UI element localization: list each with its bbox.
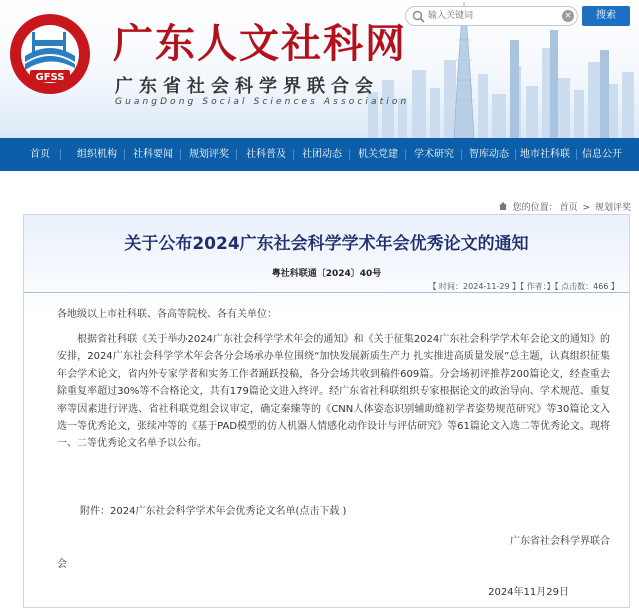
article-title: 关于公布2024广东社会科学学术年会优秀论文的通知 bbox=[124, 234, 529, 254]
nav-item-news[interactable]: 社科要闻 bbox=[133, 149, 173, 160]
nav-item-home[interactable]: 首页 bbox=[30, 149, 50, 160]
nav-item-planning-awards[interactable]: 规划评奖 bbox=[189, 149, 229, 160]
nav-item-think-tank[interactable]: 智库动态 bbox=[469, 149, 509, 160]
nav-item-city-federations[interactable]: 地市社科联 bbox=[520, 149, 570, 160]
nav-item-disclosure[interactable]: 信息公开 bbox=[582, 149, 622, 160]
search-icon bbox=[412, 10, 425, 23]
breadcrumb-current[interactable]: 规划评奖 bbox=[594, 203, 631, 213]
breadcrumb bbox=[498, 200, 631, 213]
nav-item-party-building[interactable]: 机关党建 bbox=[358, 149, 398, 160]
breadcrumb-separator: > bbox=[582, 203, 591, 213]
article-body: 根据省社科联《关于举办2024广东社会科学学术年会的通知》和《关于征集2024广东社会科学学术年会论文的通知》的安排，2024广东社会科学学术年会各分会场承办单位围绕“加快发展新质生产力 扎实推进高质量发展”总主题，认真组织征集年会学术论文，省内外专家学者和实务工作者踊跃投稿，各分会场共收到稿件609篇。分会场初评推荐200篇论文，经查重去除重复率超过30%等不合格论文，共有179篇论文进入终评。经广东省社科联组织专家根据论文的政治导向、学术规范、重复率等因素进行评选、省社科联党组会议审定，确定秦臻等的《CNN人体姿态识别辅助缝初学者姿势规范研究》等30篇论文入选一等优秀论文，张续冲等的《基于PAD模型的仿人机器人情感化动作设计与评估研究》等61篇论文入选二等优秀论文。现将一、二等优秀论文名单予以公布。 bbox=[57, 334, 610, 450]
breadcrumb-home[interactable]: 首页 bbox=[559, 203, 578, 213]
site-title: 广东人文社科网 bbox=[113, 20, 407, 67]
site-subtitle: 广东省社会科学界联合会 bbox=[115, 76, 379, 97]
gfss-logo bbox=[8, 12, 92, 96]
search-box bbox=[405, 6, 578, 26]
article-salutation: 各地级以上市社科联、各高等院校、各有关单位： bbox=[57, 309, 277, 320]
clear-search-icon[interactable]: × bbox=[562, 10, 574, 22]
home-icon bbox=[498, 201, 508, 211]
search-input[interactable] bbox=[428, 8, 552, 24]
search-button[interactable]: 搜索 bbox=[582, 6, 630, 26]
nav-item-research[interactable]: 学术研究 bbox=[414, 149, 454, 160]
article-header bbox=[24, 215, 629, 315]
breadcrumb-prefix: 您的位置： bbox=[512, 203, 558, 213]
nav-item-popularization[interactable]: 社科普及 bbox=[246, 149, 286, 160]
signature-wrap: 会 bbox=[57, 559, 67, 570]
main-nav bbox=[0, 138, 639, 171]
logo-text: GFSS bbox=[35, 72, 65, 83]
document-number: 粤社科联通〔2024〕40号 bbox=[271, 269, 382, 279]
divider bbox=[24, 292, 629, 293]
nav-item-societies[interactable]: 社团动态 bbox=[302, 149, 342, 160]
signature-line: 广东省社会科学界联合 bbox=[510, 536, 610, 547]
article-date: 2024年11月29日 bbox=[488, 587, 569, 598]
nav-item-organization[interactable]: 组织机构 bbox=[77, 149, 117, 160]
article-meta: 【 时间：2024-11-29 】【 作者：】【 点击数：466 】 bbox=[428, 282, 619, 291]
site-subtitle-english: GuangDong Social Sciences Association bbox=[115, 97, 410, 107]
article-panel bbox=[23, 214, 630, 608]
site-header bbox=[0, 0, 639, 138]
attachment-link[interactable]: 附件：2024广东社会科学学术年会优秀论文名单(点击下载 ) bbox=[80, 506, 347, 517]
